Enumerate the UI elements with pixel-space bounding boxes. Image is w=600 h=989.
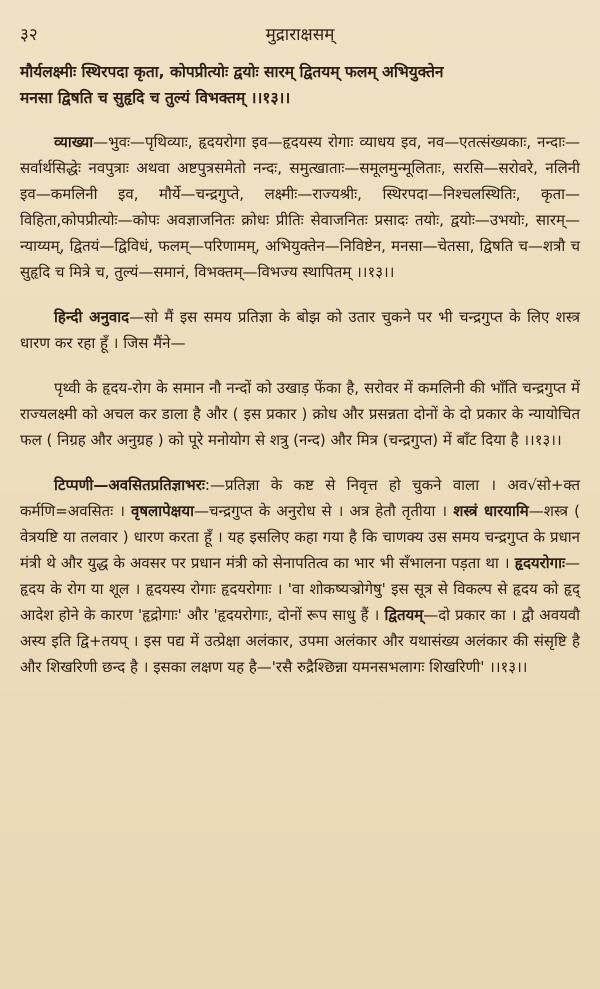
hindi-anuvad-heading: हिन्दी अनुवाद <box>54 308 130 326</box>
verse-block <box>20 59 580 111</box>
hindi-anuvad-text: —सो मैं इस समय प्रतिज्ञा के बोझ को उतार चुकने पर भी चन्द्रगुप्त के लिए शस्त्र धारण कर रहा हूँ । जिस मैंने— <box>20 308 580 352</box>
tippani-term-4: हृदयरोगाः <box>514 554 565 572</box>
translation-paragraph <box>20 375 580 453</box>
tippani-term-1: —अवसितप्रतिज्ञाभरः <box>93 476 205 494</box>
translation-text: पृथ्वी के हृदय-रोग के समान नौ नन्दों को उखाड़ फेंका है, सरोवर में कमलिनी की भाँति चन्द्रगुप्त में राज्यलक्ष्मी को अचल कर डाला है और ( इस प्रकार ) क्रोध और प्रसन्नता दोनों के दो प्रकार के न्यायोचित फल ( निग्रह और अनुग्रह ) को पूरे मनोयोग से शत्रु (नन्द) और मित्र (चन्द्रगुप्त) में बाँट दिया है ।।१३।। <box>20 379 580 449</box>
tippani-term-5: द्वितयम् <box>384 606 424 624</box>
tippani-heading: टिप्पणी <box>54 476 94 494</box>
running-head: मुद्राराक्षसम् <box>265 25 335 45</box>
vyakhya-heading: व्याख्या <box>54 133 94 151</box>
tippani-text-2: —चन्द्रगुप्त के अनुरोध से । अत्र हेतौ तृतीया । <box>193 502 454 520</box>
verse-line-2: मनसा द्विषति च सुहृदि च तुल्यं विभक्तम् ।।१३।। <box>20 89 291 107</box>
tippani-text-5: —दो प्रकार का । द्वौ अवयवौ अस्य इति द्वि+तयप् । इस पद्य में उत्प्रेक्षा अलंकार, उपमा अलंकार और यथासंख्य अलंकार की संसृष्टि है और शिखरिणी छन्द है । इसका लक्षण यह है—'रसै रुद्रैश्छिन्ना यमनसभलागः शिखरिणी' ।।१३।। <box>20 606 581 676</box>
tippani-term-2: वृषलापेक्षया <box>131 502 194 520</box>
tippani-paragraph <box>20 472 580 680</box>
tippani-text-3: —शस्त्र ( वेत्रयष्टि या तलवार ) धारण करता हूँ । यह इसलिए कहा गया है कि चाणक्य उस समय चन्द्रगुप्त के प्रधान मंत्री थे और युद्ध के अवसर पर प्रधान मंत्री को सेनापतित्व का भार भी सँभालना पड़ता था । <box>20 502 580 572</box>
page-header <box>20 22 580 45</box>
vyakhya-paragraph <box>20 129 580 285</box>
tippani-text-1: :—प्रतिज्ञा के कष्ट से निवृत्त हो चुकने वाला । अव√सो+क्त कर्मणि=अवसितः । <box>20 476 580 520</box>
vyakhya-text: —भुवः—पृथिव्याः, हृदयरोगा इव—हृदयस्य रोगाः व्याधय इव, नव—एतत्संख्यकाः, नन्दाः—सर्वार्थसिद्धेः नवपुत्राः अथवा अष्टपुत्रसमेतो नन्दः, समुत्खाताः—समूलमुन्मूलिताः, सरसि—सरोवरे, नलिनी इव—कमलिनी इव, मौर्ये—चन्द्रगुप्ते, लक्ष्मीः—राज्यश्रीः, स्थिरपदा—निश्चलस्थितिः, कृता—विहिता,कोपप्रीत्योः—कोपः अवज्ञाजनितः क्रोधः प्रीतिः सेवाजनितः प्रसादः तयोः, द्वयोः—उभयोः, सारम्—न्याय्यम्, द्वितयं—द्विविधं, फलम्—परिणामम्, अभियुक्तेन—निविष्टेन, मनसा—चेतसा, द्विषति च—शत्रौ च सुहृदि च मित्रे च, तुल्यं—समानं, विभक्तम्—विभज्य स्थापितम् ।।१३।। <box>20 133 580 281</box>
hindi-anuvad-paragraph <box>20 304 580 356</box>
tippani-text-4: —हृदय के रोग या शूल । हृदयस्य रोगाः हृदयरोगाः । 'वा शोकष्यञ्रोगेषु' इस सूत्र से विकल्प से हृदय को हृद् आदेश होने के कारण 'हृद्रोगाः' और 'हृदयरोगाः, दोनों रूप साधु हैं । <box>20 554 580 624</box>
tippani-term-3: शस्त्रं धारयामि <box>453 502 529 520</box>
verse-line-1: मौर्यलक्ष्मीः स्थिरपदा कृता, कोपप्रीत्योः द्वयोः सारम् द्वितयम् फलम् अभियुक्तेन <box>20 63 444 81</box>
page-number: ३२ <box>20 25 38 45</box>
